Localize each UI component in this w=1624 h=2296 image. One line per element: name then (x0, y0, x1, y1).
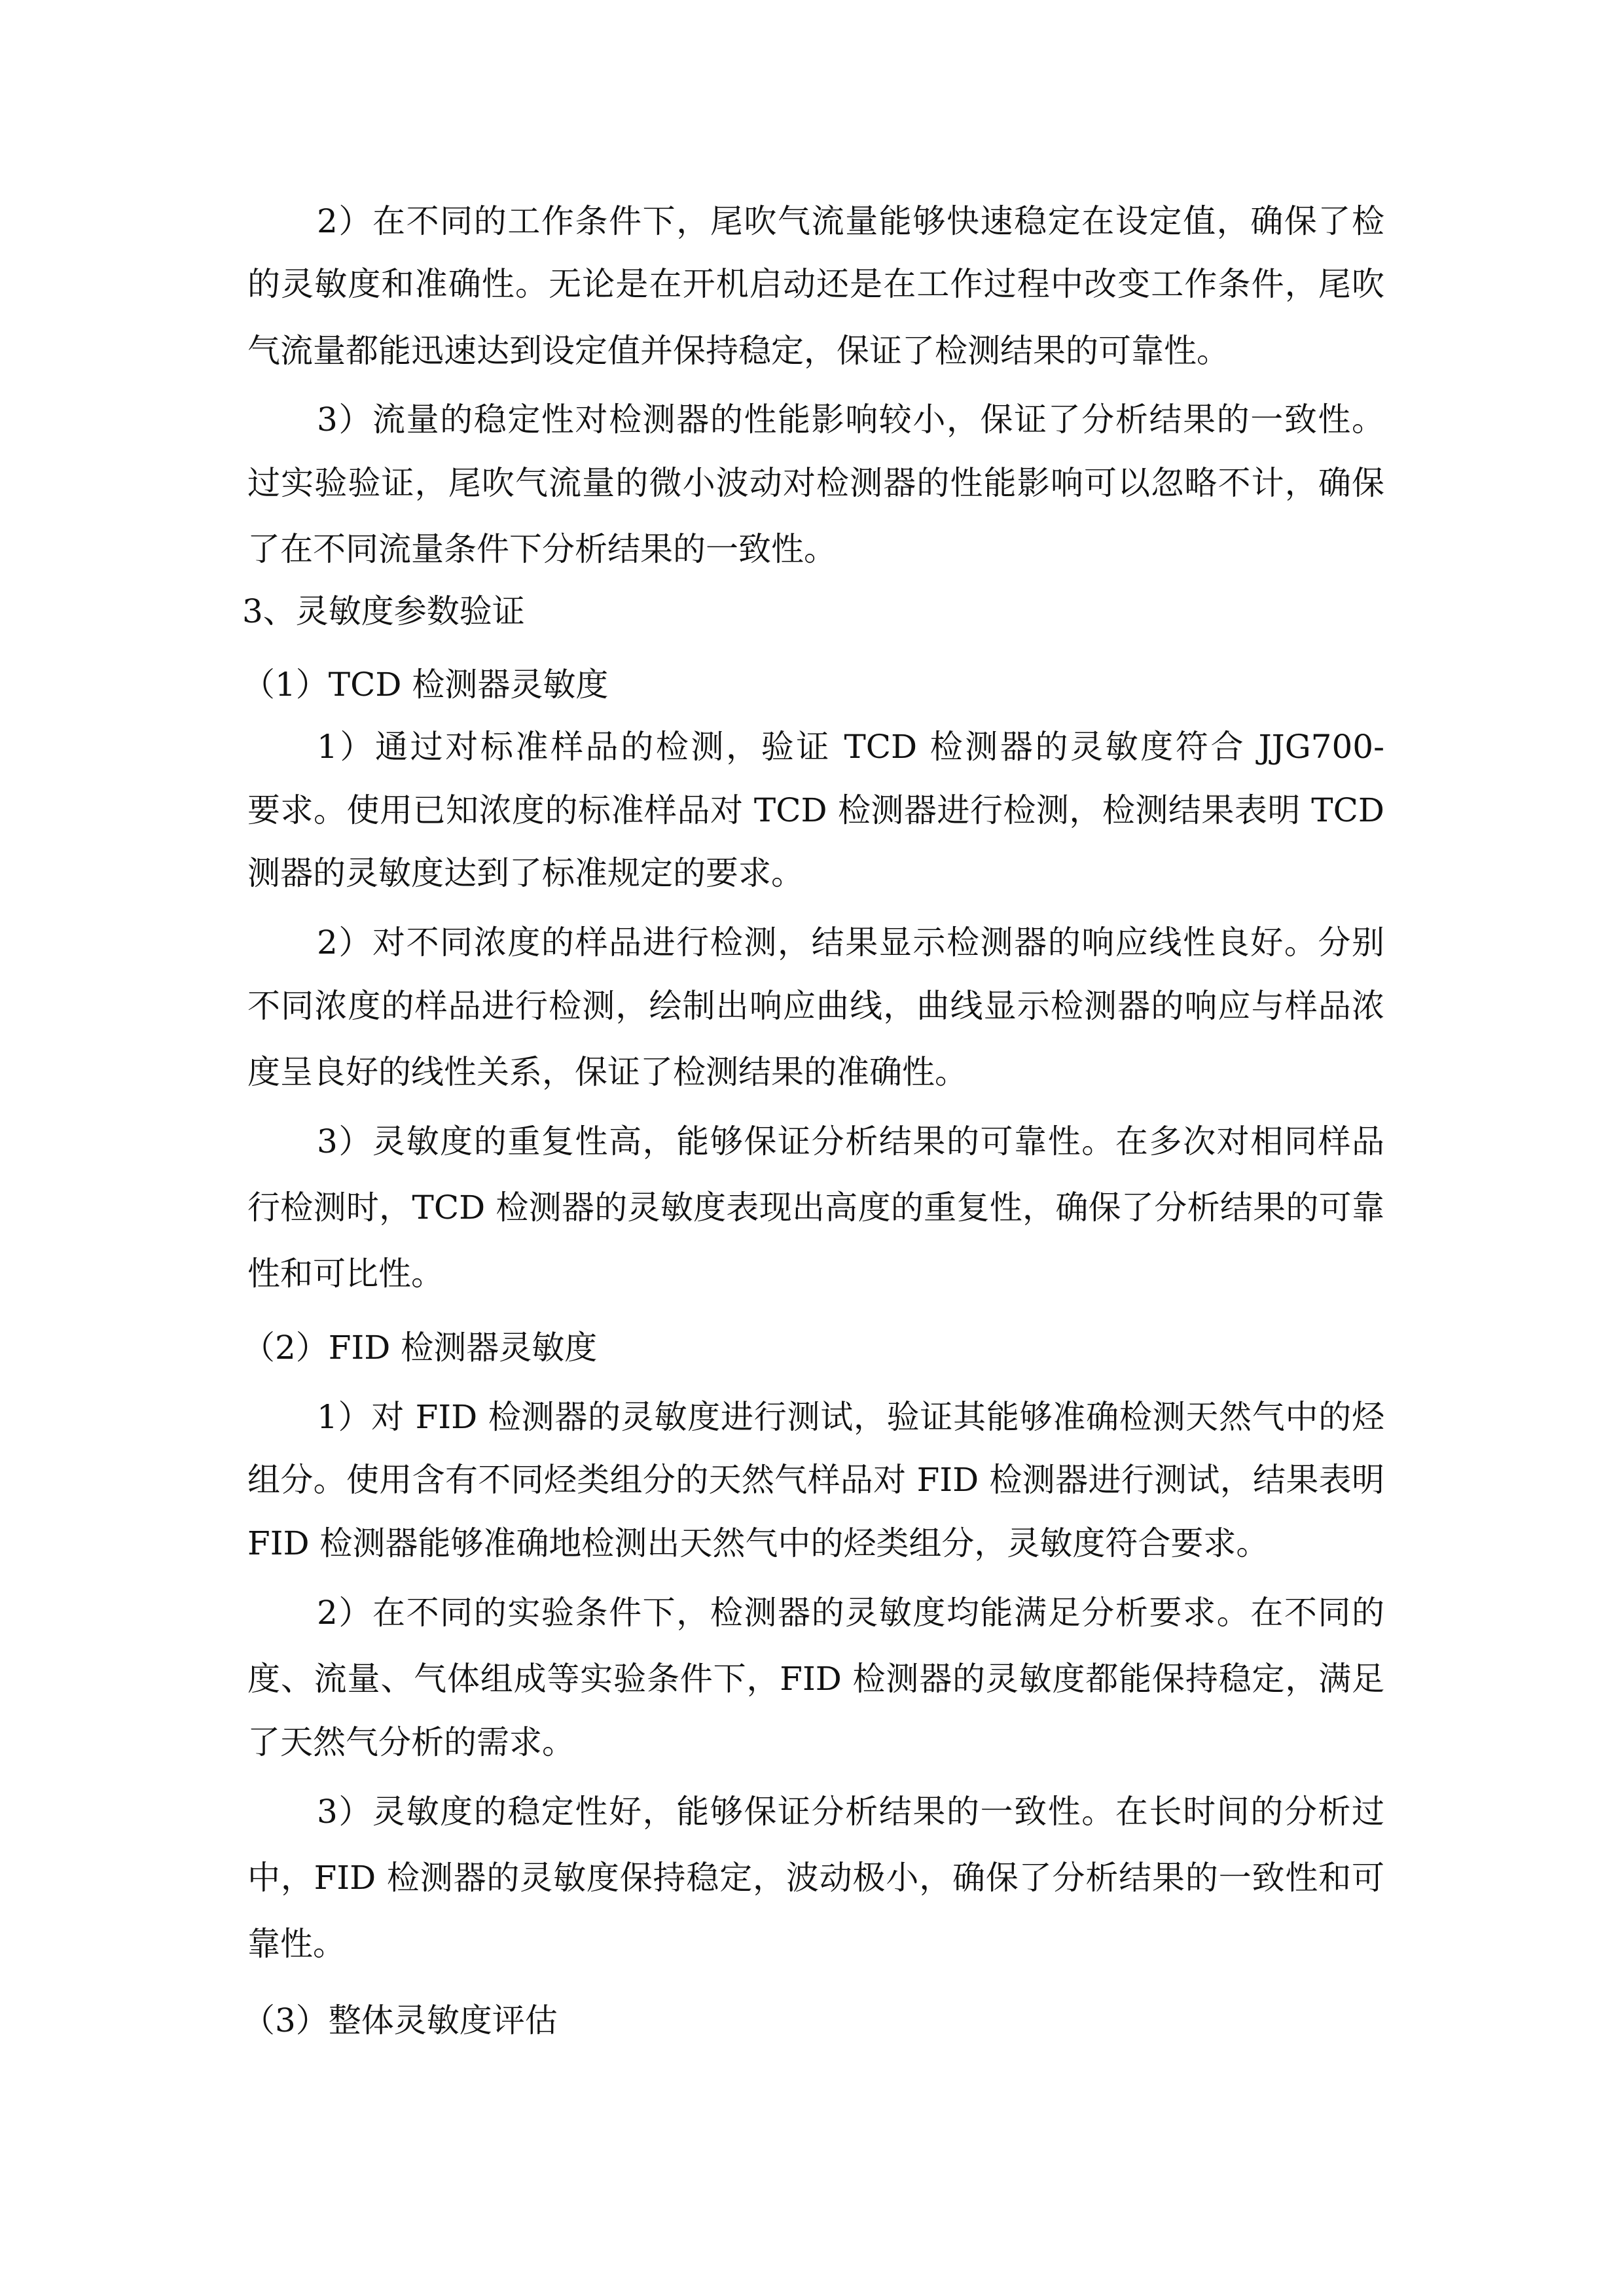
paragraph-line: 2）在不同的实验条件下，检测器的灵敏度均能满足分析要求。在不同的 (317, 1594, 1384, 1632)
paragraph-line: 2）对不同浓度的样品进行检测，结果显示检测器的响应线性良好。分别 (317, 924, 1384, 961)
paragraph-line: 度呈良好的线性关系，保证了检测结果的准确性。 (247, 1053, 967, 1091)
section-heading: （1）TCD 检测器灵敏度 (242, 666, 609, 704)
paragraph-line: 度、流量、气体组成等实验条件下，FID 检测器的灵敏度都能保持稳定，满足 (247, 1660, 1384, 1698)
paragraph-line: FID 检测器能够准确地检测出天然气中的烃类组分，灵敏度符合要求。 (247, 1524, 1269, 1562)
paragraph-line: 要求。使用已知浓度的标准样品对 TCD 检测器进行检测，检测结果表明 TCD (247, 791, 1384, 829)
paragraph-line: 3）灵敏度的重复性高，能够保证分析结果的可靠性。在多次对相同样品 (317, 1122, 1384, 1160)
paragraph-line: 的灵敏度和准确性。无论是在开机启动还是在工作过程中改变工作条件，尾吹 (247, 265, 1384, 303)
paragraph-line: 中，FID 检测器的灵敏度保持稳定，波动极小，确保了分析结果的一致性和可 (247, 1859, 1384, 1897)
paragraph-line: 行检测时，TCD 检测器的灵敏度表现出高度的重复性，确保了分析结果的可靠 (247, 1189, 1384, 1227)
paragraph-line: 性和可比性。 (247, 1255, 444, 1293)
paragraph-line: 不同浓度的样品进行检测，绘制出响应曲线，曲线显示检测器的响应与样品浓 (247, 987, 1384, 1025)
paragraph-line: 靠性。 (247, 1925, 346, 1963)
paragraph-line: 2）在不同的工作条件下，尾吹气流量能够快速稳定在设定值，确保了检 (317, 202, 1384, 240)
paragraph-line: 3）流量的稳定性对检测器的性能影响较小，保证了分析结果的一致性。 (317, 401, 1384, 439)
paragraph-line: 过实验验证，尾吹气流量的微小波动对检测器的性能影响可以忽略不计，确保 (247, 464, 1384, 502)
paragraph-line: 3）灵敏度的稳定性好，能够保证分析结果的一致性。在长时间的分析过 (317, 1793, 1384, 1831)
paragraph-line: 1）对 FID 检测器的灵敏度进行测试，验证其能够准确检测天然气中的烃 (317, 1398, 1384, 1436)
paragraph-line: 气流量都能迅速达到设定值并保持稳定，保证了检测结果的可靠性。 (247, 332, 1229, 370)
section-heading: （2）FID 检测器灵敏度 (242, 1329, 598, 1367)
section-heading: 3、灵敏度参数验证 (242, 592, 525, 630)
paragraph-line: 了在不同流量条件下分析结果的一致性。 (247, 530, 837, 568)
section-heading: （3）整体灵敏度评估 (242, 2001, 558, 2039)
paragraph-line: 了天然气分析的需求。 (247, 1723, 575, 1761)
paragraph-line: 测器的灵敏度达到了标准规定的要求。 (247, 854, 804, 892)
paragraph-line: 1）通过对标准样品的检测，验证 TCD 检测器的灵敏度符合 JJG700- (317, 728, 1384, 766)
paragraph-line: 组分。使用含有不同烃类组分的天然气样品对 FID 检测器进行测试，结果表明 (247, 1461, 1384, 1499)
